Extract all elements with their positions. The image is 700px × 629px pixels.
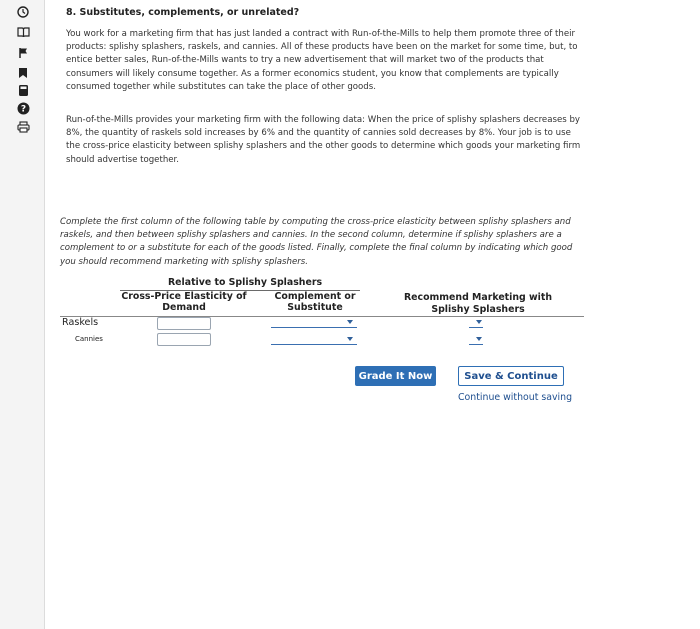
help-icon[interactable] — [16, 101, 30, 115]
cannies-relation-dropdown[interactable] — [271, 332, 357, 345]
row-label-cannies: Cannies — [75, 335, 103, 343]
cannies-elasticity-input[interactable] — [157, 333, 211, 346]
question-paragraph-2: Run-of-the-Mills provides your marketing firm with the following data: When the price of splishy splashers decreases by 8%, the quantity of raskels sold increases by 6% and the quantity of cannies sold decreases by 8%. Your job is to use the cross-price elasticity between splishy splashers and the other goods to determine which goods your marketing firm should advertise together. — [66, 115, 581, 165]
flag-icon[interactable] — [16, 46, 30, 60]
row-label-raskels: Raskels — [62, 317, 99, 328]
raskels-relation-dropdown[interactable] — [271, 315, 357, 328]
group-header: Relative to Splishy Splashers — [167, 277, 323, 288]
raskels-elasticity-input[interactable] — [157, 317, 211, 330]
col-recommend-header-2: Splishy Splashers — [431, 304, 525, 315]
table-instructions: Complete the first column of the following table by computing the cross-price elasticity between splishy splashers and raskels, and then between splishy splashers and cannies. In the second column, determine if splishy splashers are a complement to or a substitute for each of the goods listed. Finally, complete the final column by indicating which good you should recommend marketing with splishy splashers. — [60, 217, 573, 267]
col-recommend-header-1: Recommend Marketing with — [403, 292, 553, 303]
chevron-down-icon — [347, 320, 353, 324]
save-and-continue-button[interactable]: Save & Continue — [458, 366, 564, 386]
grade-it-now-button[interactable]: Grade It Now — [355, 366, 436, 386]
print-icon[interactable] — [16, 120, 30, 134]
col-elasticity-header-1: Cross-Price Elasticity of — [121, 291, 247, 302]
main-content — [44, 0, 700, 629]
continue-without-saving-link[interactable]: Continue without saving — [458, 392, 573, 403]
svg-text:?: ? — [20, 104, 26, 114]
clock-icon[interactable] — [16, 5, 30, 19]
book-icon[interactable] — [16, 25, 30, 39]
chevron-down-icon — [476, 320, 482, 324]
cannies-recommend-dropdown[interactable] — [469, 332, 483, 345]
col-relation-header-1: Complement or — [274, 291, 356, 302]
calculator-icon[interactable] — [16, 83, 30, 97]
col-elasticity-header-2: Demand — [162, 302, 206, 313]
question-title: 8. Substitutes, complements, or unrelated? — [66, 7, 300, 18]
col-relation-header-2: Substitute — [287, 302, 343, 313]
raskels-recommend-dropdown[interactable] — [469, 315, 483, 328]
chevron-down-icon — [476, 337, 482, 341]
sidebar — [0, 0, 45, 629]
bookmark-icon[interactable] — [16, 66, 30, 80]
chevron-down-icon — [347, 337, 353, 341]
question-paragraph-1: You work for a marketing firm that has just landed a contract with Run-of-the-Mills to help them promote three of their products: splishy splashers, raskels, and cannies. All of these products have been on the market for some time, but, to entice better sales, Run-of-the-Mills wants to try a new advertisement that will market two of the products that consumers will likely consume together. As a former economics student, you know that complements are typically consumed together while substitutes can take the place of other goods. — [66, 29, 578, 92]
